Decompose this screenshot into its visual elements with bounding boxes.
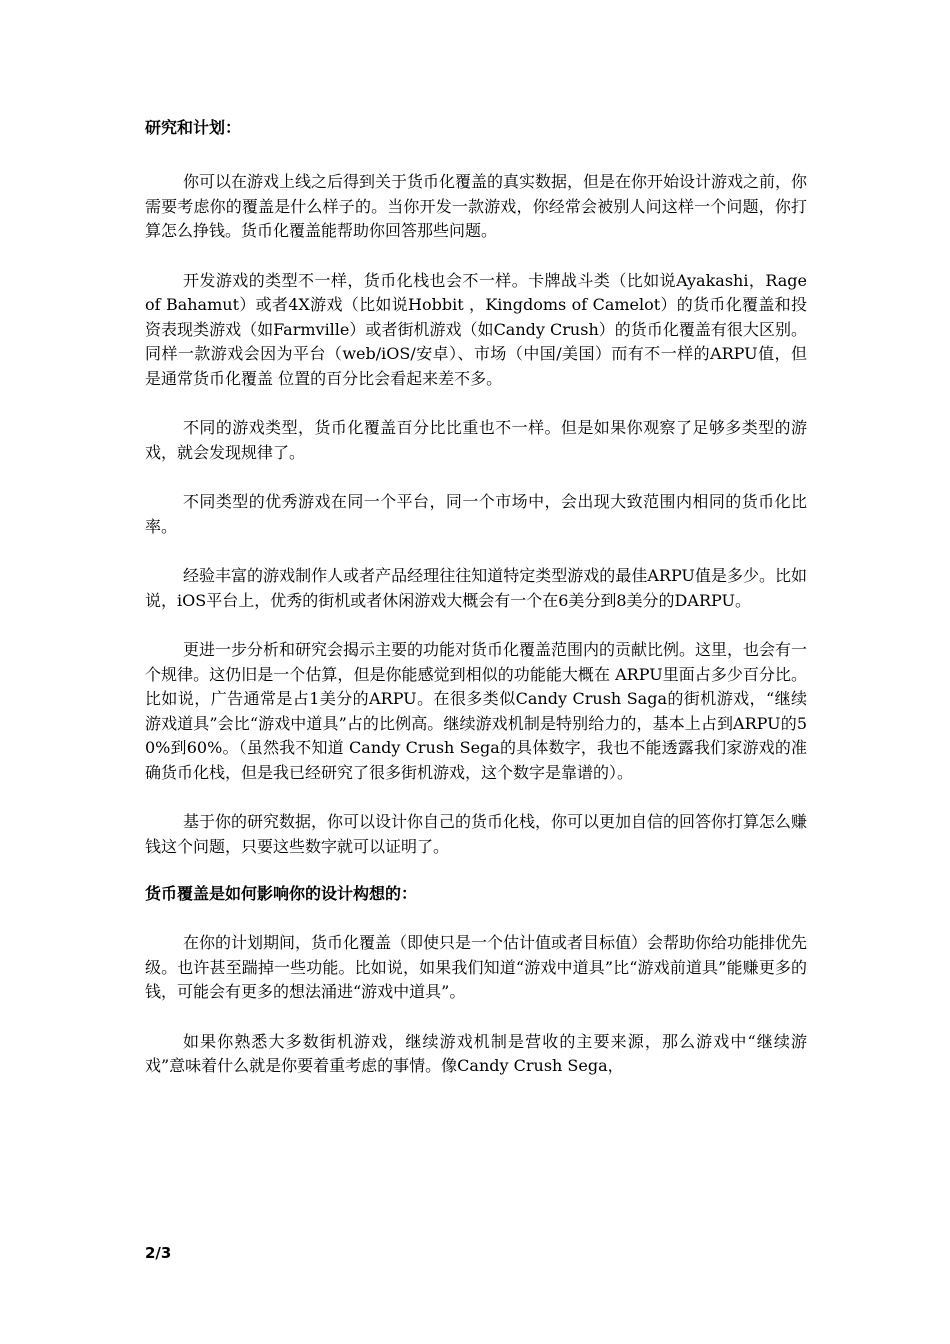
section-heading-design: 货币覆盖是如何影响你的设计构想的： [145,884,418,903]
paragraph: 不同的游戏类型，货币化覆盖百分比比重也不一样。但是如果你观察了足够多类型的游戏，就会发现规律了。 [145,418,807,462]
paragraph: 基于你的研究数据，你可以设计你自己的货币化栈，你可以更加自信的回答你打算怎么赚钱这个问题，只要这些数字就可以证明了。 [145,812,808,856]
paragraph: 开发游戏的类型不一样，货币化栈也会不一样。卡牌战斗类（比如说Ayakashi，Rage of Bahamut）或者4X游戏（比如说Hobbit ，Kingdoms of Camelot）的货币化覆盖和投资表现类游戏（如Farmville）或者街机游戏（如Candy Crush）的货币化覆盖有很大区别。同样一款游戏会因为平台（web/iOS/安卓）、市场（中国/美国）而有不一样的ARPU值，但是通常货币化覆盖 位置的百分比会看起来差不多。 [145,270,807,388]
paragraph: 不同类型的优秀游戏在同一个平台，同一个市场中，会出现大致范围内相同的货币化比率。 [145,492,807,536]
paragraph: 在你的计划期间，货币化覆盖（即使只是一个估计值或者目标值）会帮助你给功能排优先级。也许甚至踹掉一些功能。比如说，如果我们知道“游戏中道具”比“游戏前道具”能赚更多的钱，可能会有更多的想法涌进“游戏中道具”。 [145,933,808,1001]
page-number: 2/3 [145,1244,172,1262]
paragraph: 更进一步分析和研究会揭示主要的功能对货币化覆盖范围内的贡献比例。这里，也会有一个规律。这仍旧是一个估算，但是你能感觉到相似的功能能大概在 ARPU里面占多少百分比。比如说，广告通常是占1美分的ARPU。在很多类似Candy Crush Saga的街机游戏，“继续游戏道具”会比“游戏中道具”占的比例高。继续游戏机制是特别给力的，基本上占到ARPU的50%到60%。（虽然我不知道 Candy Crush Sega的具体数字，我也不能透露我们家游戏的准确货币化栈，但是我已经研究了很多街机游戏，这个数字是靠谱的）。 [145,640,808,782]
section-heading-research: 研究和计划： [145,118,242,137]
document-page [145,116,807,1079]
paragraph: 你可以在游戏上线之后得到关于货币化覆盖的真实数据，但是在你开始设计游戏之前，你需要考虑你的覆盖是什么样子的。当你开发一款游戏，你经常会被别人问这样一个问题，你打算怎么挣钱。货币化覆盖能帮助你回答那些问题。 [145,172,808,240]
paragraph: 经验丰富的游戏制作人或者产品经理往往知道特定类型游戏的最佳ARPU值是多少。比如说，iOS平台上，优秀的街机或者休闲游戏大概会有一个在6美分到8美分的DARPU。 [145,566,807,610]
paragraph: 如果你熟悉大多数街机游戏，继续游戏机制是营收的主要来源，那么游戏中“继续游戏”意味着什么就是你要着重考虑的事情。像Candy Crush Sega， [145,1031,807,1075]
